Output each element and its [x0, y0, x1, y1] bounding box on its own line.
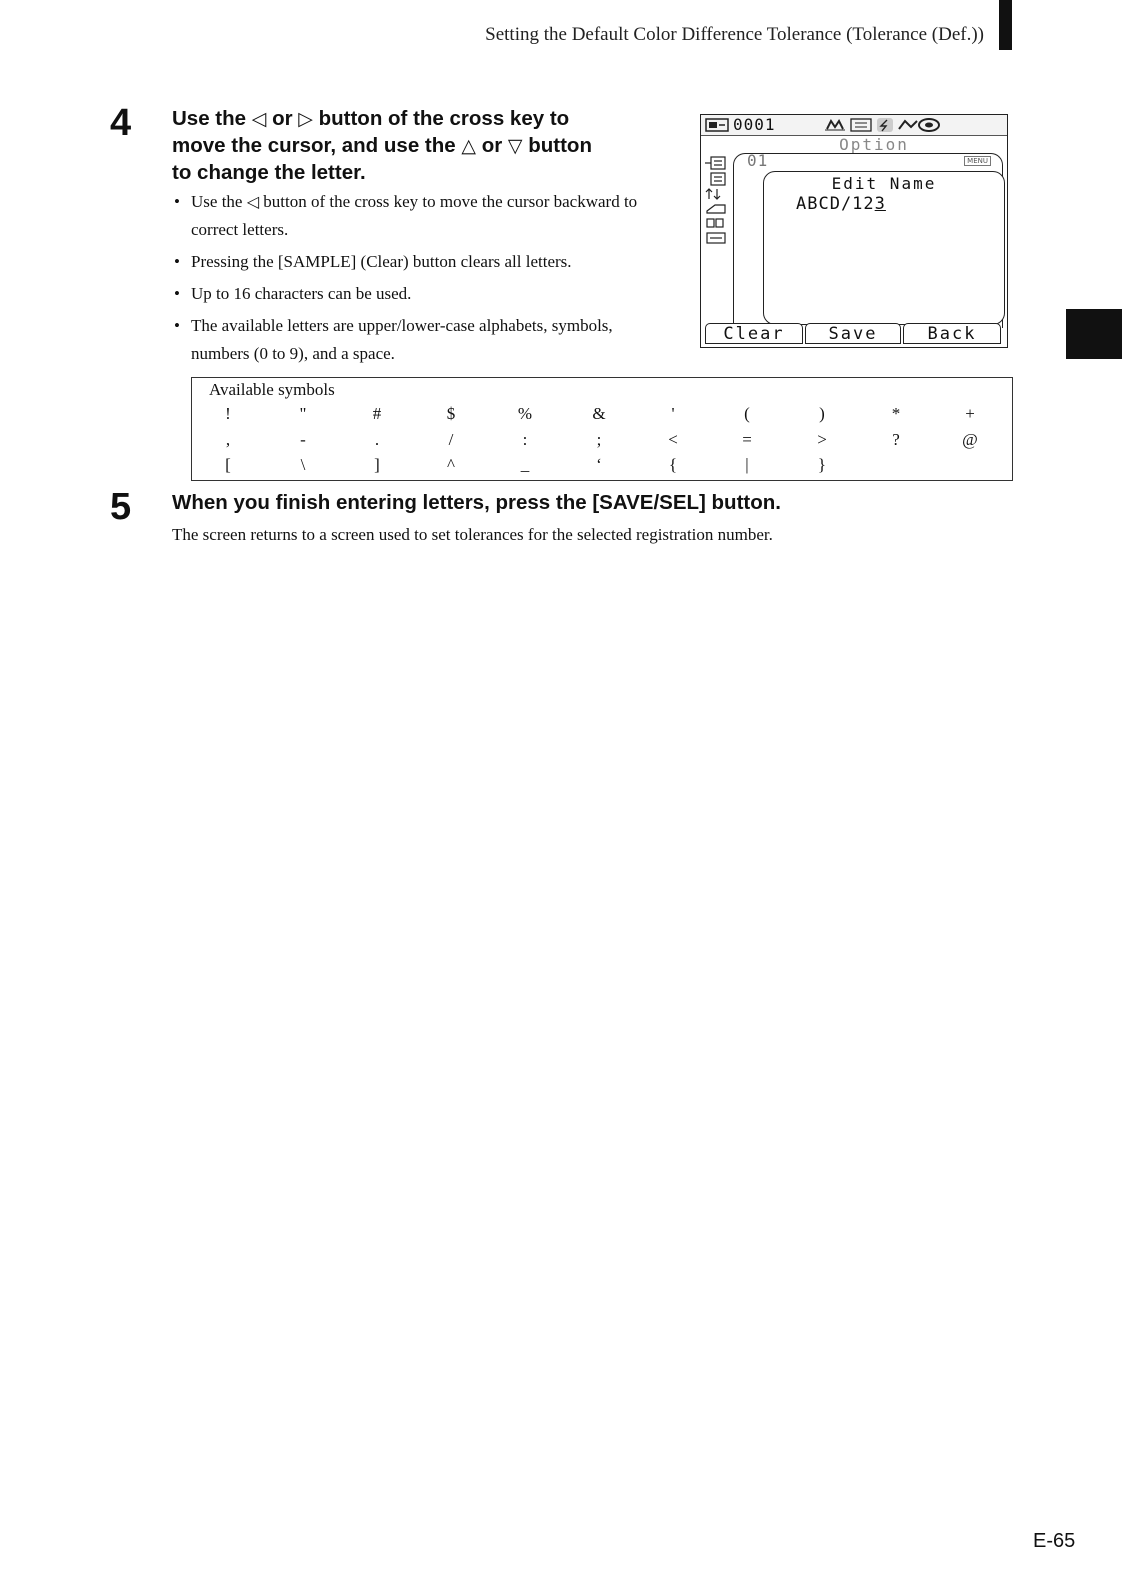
symbol-cell: ^: [447, 455, 455, 474]
step-number-5: 5: [110, 486, 132, 528]
note-item: • Pressing the [SAMPLE] (Clear) button clears all letters.: [172, 248, 672, 276]
symbols-title: Available symbols: [209, 380, 335, 399]
name-value: ABCD/12: [796, 194, 875, 214]
note-text: Use the: [191, 192, 247, 211]
step-4-notes: [172, 188, 672, 372]
symbol-cell: !: [225, 404, 231, 423]
header-marker-bar: [999, 0, 1012, 50]
symbol-cell: (: [744, 404, 750, 423]
step-5-heading: When you finish entering letters, press the [SAVE/SEL] button.: [172, 491, 781, 514]
flash-icon: [877, 118, 893, 132]
symbol-cell: [: [225, 455, 231, 474]
step-4-heading-text: to change the letter.: [172, 161, 366, 184]
symbols-row: [192, 404, 1012, 430]
status-icons: [825, 117, 975, 133]
symbol-cell: ?: [892, 429, 900, 449]
symbol-cell: /: [448, 429, 454, 449]
menu-icons: [701, 155, 731, 245]
left-arrow-icon: ◁: [251, 109, 267, 130]
symbol-cell: -: [300, 429, 306, 449]
sample-icon: [705, 118, 729, 132]
dialog-title: Edit Name: [831, 174, 937, 193]
step-number-4: 4: [110, 102, 132, 144]
step-4-heading-text: move the cursor, and use the: [172, 134, 462, 157]
back-button[interactable]: Back: [903, 323, 1001, 344]
symbol-cell: @: [962, 429, 978, 449]
symbols-row: [192, 455, 1012, 481]
display-icon: [851, 119, 871, 131]
up-arrow-icon: △: [461, 136, 476, 157]
device-status-bar: [701, 115, 1007, 136]
step-4-heading-text: or: [476, 134, 508, 157]
symbol-cell: #: [372, 404, 382, 423]
section-thumb-tab: [1066, 309, 1122, 359]
symbol-cell: \: [300, 455, 306, 474]
name-input[interactable]: [796, 194, 886, 214]
down-arrow-icon: ▽: [507, 136, 523, 157]
save-button[interactable]: Save: [805, 323, 901, 344]
step-4-heading-text: button: [522, 134, 592, 157]
step-4-heading-text: or: [266, 107, 299, 130]
device-screen: [700, 114, 1008, 348]
note-item: [172, 188, 672, 244]
clear-button[interactable]: Clear: [705, 323, 803, 344]
device-sidebar: [701, 155, 731, 249]
step-4-heading: [172, 106, 672, 186]
symbol-cell: %: [517, 404, 533, 423]
step-4-heading-text: Use the: [172, 107, 252, 130]
symbol-cell: ): [819, 404, 825, 423]
symbol-cell: <: [668, 429, 678, 449]
symbol-cell: :: [522, 429, 528, 449]
mode-icon: [825, 121, 845, 130]
symbol-cell: ': [671, 404, 675, 423]
symbol-cell: ": [299, 404, 307, 423]
symbol-cell: _: [520, 455, 530, 474]
symbol-cell: +: [965, 404, 975, 423]
note-item: • The available letters are upper/lower-case alphabets, symbols, numbers (0 to 9), and a space.: [172, 312, 672, 368]
text-cursor: 3: [874, 194, 886, 214]
symbol-cell: }: [817, 455, 827, 474]
soft-key-bar: [705, 323, 1003, 345]
measure-icon: [899, 121, 917, 129]
symbol-cell: {: [668, 455, 678, 474]
step-4-heading-text: button of the cross key to: [312, 107, 570, 130]
symbols-grid: [192, 404, 1012, 481]
step-5-body: The screen returns to a screen used to set tolerances for the selected registration number.: [172, 525, 773, 544]
symbol-cell: ;: [596, 429, 602, 449]
symbol-cell: |: [745, 455, 749, 474]
available-symbols-table: [191, 377, 1013, 481]
edit-name-dialog: [763, 171, 1005, 325]
left-arrow-icon: ◁: [246, 192, 260, 211]
tab-label: 01: [747, 151, 769, 170]
symbol-cell: .: [374, 429, 380, 449]
symbol-cell: ]: [374, 455, 380, 474]
symbol-cell: >: [817, 429, 827, 449]
note-item: • Up to 16 characters can be used.: [172, 280, 672, 308]
sample-number: 0001: [733, 115, 776, 134]
screen-title: Option: [839, 135, 909, 154]
symbol-cell: ‘: [596, 455, 602, 474]
symbol-cell: &: [592, 404, 606, 423]
symbol-cell: $: [446, 404, 456, 423]
page-number: E-65: [1033, 1530, 1076, 1552]
symbols-row: [192, 430, 1012, 456]
symbol-cell: ,: [225, 429, 231, 449]
note-text: button of the cross key to move the cursor backward to correct letters.: [191, 192, 638, 239]
target-icon: [919, 119, 939, 131]
symbol-cell: =: [742, 429, 752, 449]
symbol-cell: *: [891, 404, 901, 423]
running-header: Setting the Default Color Difference Tolerance (Tolerance (Def.)): [485, 24, 984, 45]
menu-tag: MENU: [964, 156, 991, 166]
right-arrow-icon: ▷: [298, 109, 313, 130]
